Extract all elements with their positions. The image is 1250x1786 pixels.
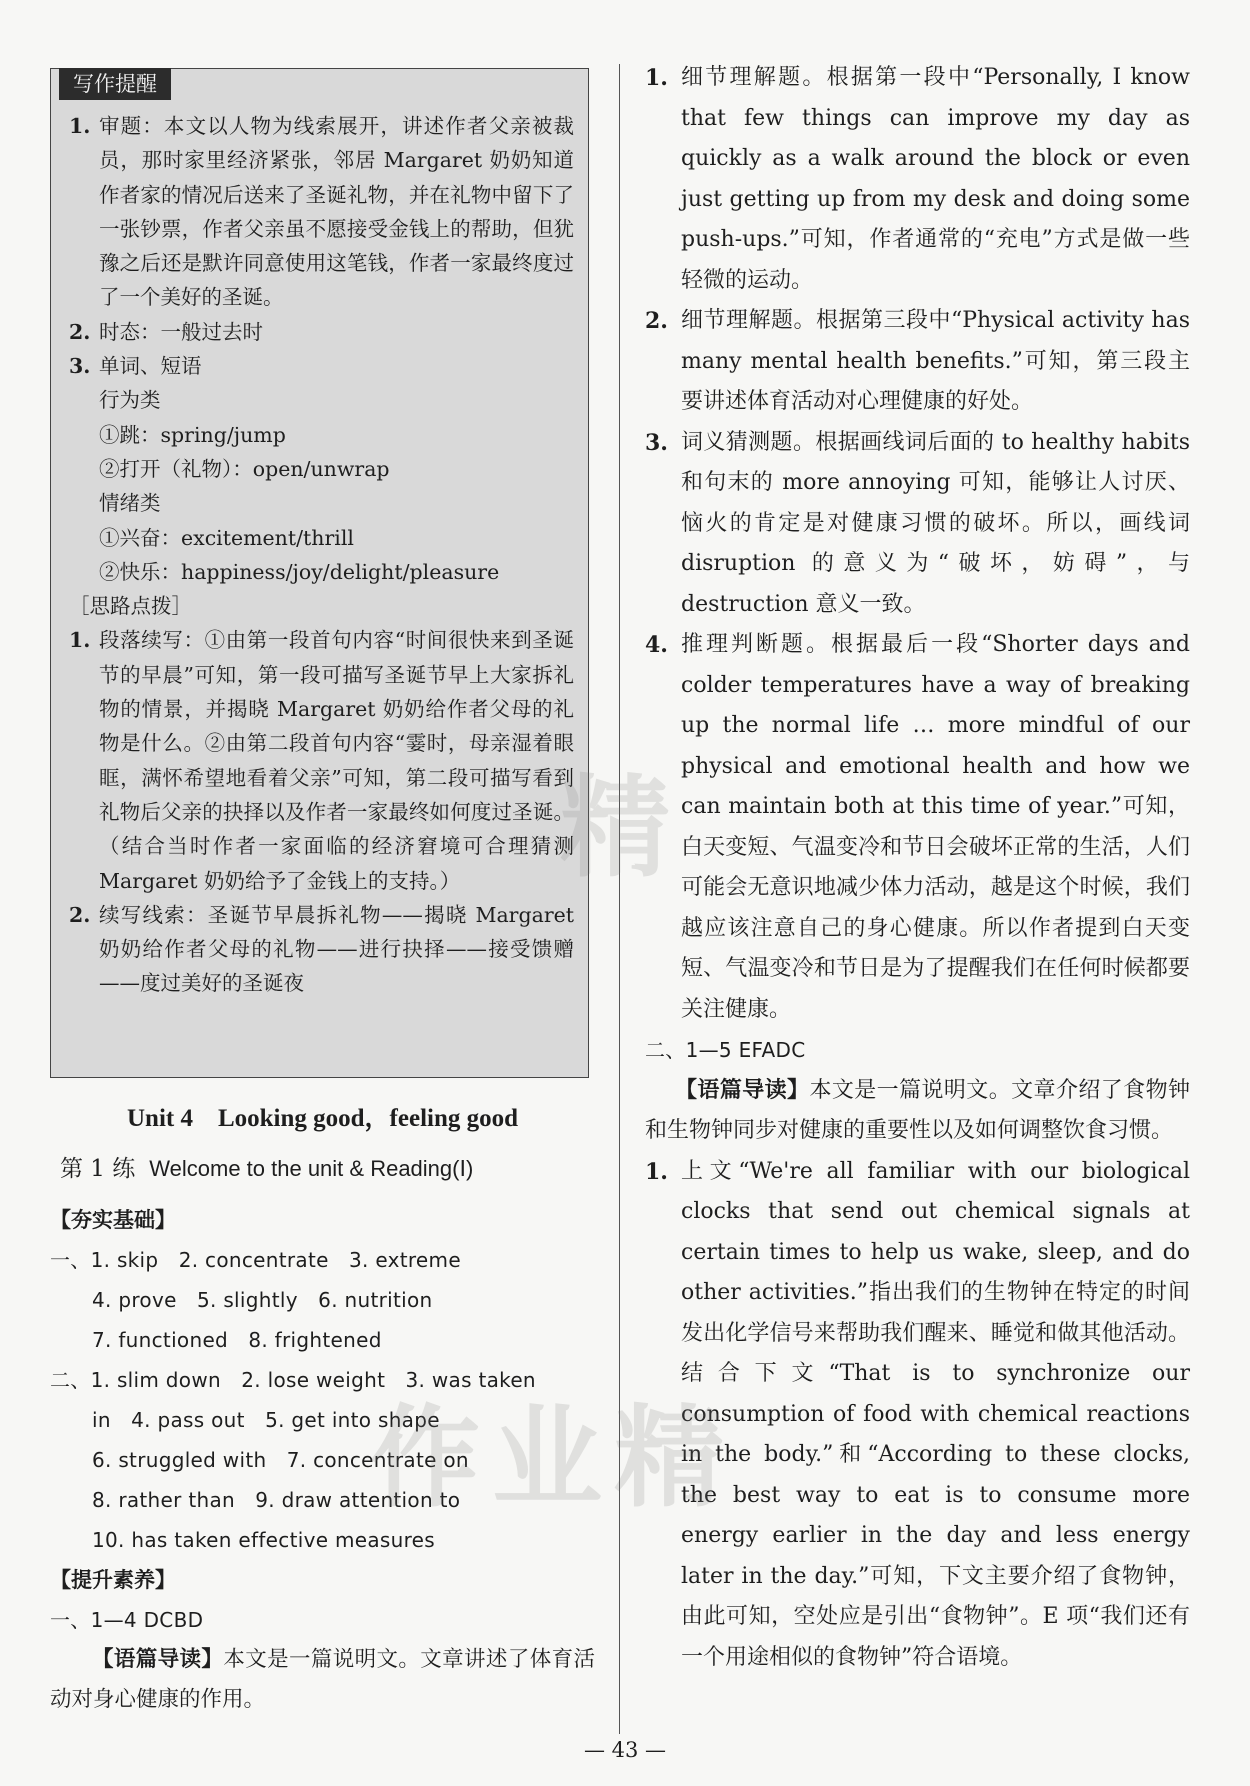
box-subline: ①跳：spring/jump bbox=[99, 422, 286, 447]
answer-row: 6. struggled with 7. concentrate on bbox=[92, 1448, 469, 1472]
tip-item: 2. 续写线索：圣诞节早晨拆礼物——揭晓 Margaret 奶奶给作者父母的礼物——进行抉择——接受馈赠——度过美好的圣诞夜 bbox=[69, 902, 574, 996]
box-subline: ②打开（礼物）：open/unwrap bbox=[99, 456, 390, 481]
answer-row: 10. has taken effective measures bbox=[92, 1528, 436, 1552]
unit-title: Unit 4 Looking good，feeling good bbox=[126, 1105, 519, 1132]
answer-row: 8. rather than 9. draw attention to bbox=[92, 1488, 461, 1512]
explanation-item: 3. 词义猜测题。根据画线词后面的 to healthy habits 和句末的 more annoying 可知，能够让人讨厌、恼火的肯定是对健康习惯的破坏。所以，画线词 disruption 的意义为“破坏，妨碍”，与 destruction 意义一致。 bbox=[645, 429, 1190, 617]
box-subline: 情绪类 bbox=[99, 491, 161, 516]
lesson-heading bbox=[60, 1150, 473, 1183]
section-heading: 【夯实基础】 bbox=[50, 1208, 176, 1232]
lesson-title: Welcome to the unit & Reading(Ⅰ) bbox=[149, 1156, 474, 1181]
right-body bbox=[645, 58, 1190, 1678]
answer-row: 7. functioned 8. frightened bbox=[92, 1328, 382, 1352]
answer-row: 4. prove 5. slightly 6. nutrition bbox=[92, 1288, 433, 1312]
tip-item: 1. 段落续写：①由第一段首句内容“时间很快来到圣诞节的早晨”可知，第一段可描写圣诞节早上大家拆礼物的情景，并揭晓 Margaret 奶奶给作者父母的礼物是什么。②由第二段首句内容“霎时，母亲湿着眼眶，满怀希望地看着父亲”可知，第二段可描写看到礼物后父亲的抉择以及作者一家最终如何度过圣诞。（结合当时作者一家面临的经济窘境可合理猜测 Margaret 奶奶给予了金钱上的支持。） bbox=[69, 628, 574, 893]
box-subline: 行为类 bbox=[99, 388, 161, 413]
tip-heading: ［思路点拨］ bbox=[69, 594, 192, 619]
column-divider bbox=[619, 64, 620, 1734]
box-item: 2. 时态：一般过去时 bbox=[69, 319, 263, 344]
section-heading: 【提升素养】 bbox=[50, 1568, 176, 1592]
reading-guide: 【语篇导读】本文是一篇说明文。文章讲述了体育活动对身心健康的作用。 bbox=[50, 1647, 595, 1712]
lesson-label: 第 1 练 bbox=[60, 1156, 136, 1182]
box-tag: 写作提醒 bbox=[59, 68, 171, 100]
answer-row: 二、1. slim down 2. lose weight 3. was taken bbox=[50, 1368, 536, 1392]
answer-row: in 4. pass out 5. get into shape bbox=[92, 1408, 440, 1432]
explanation-item: 1. 细节理解题。根据第一段中“Personally, I know that few things can improve my day as quickly as a walk around the block or even just getting up from my desk and doing some push-ups.”可知，作者通常的“充电”方式是做一些轻微的运动。 bbox=[645, 65, 1190, 293]
answer-row: 一、1—4 DCBD bbox=[50, 1608, 204, 1632]
box-body bbox=[69, 109, 574, 1001]
left-answers bbox=[50, 1200, 595, 1720]
page-number: — 43 — bbox=[583, 1738, 667, 1762]
watermark: 作业精 bbox=[370, 1394, 736, 1522]
box-item: 1. 审题：本文以人物为线索展开，讲述作者父亲被裁员，那时家里经济紧张，邻居 Margaret 奶奶知道作者家的情况后送来了圣诞礼物，并在礼物中留下了一张钞票，作者父亲虽不愿接受金钱上的帮助，但犹豫之后还是默许同意使用这笔钱，作者一家最终度过了一个美好的圣诞。 bbox=[69, 114, 574, 310]
box-subline: ①兴奋：excitement/thrill bbox=[99, 525, 354, 550]
answer-row: 一、1. skip 2. concentrate 3. extreme bbox=[50, 1248, 461, 1272]
writing-tips-box bbox=[50, 68, 589, 1078]
explanation-item: 2. 细节理解题。根据第三段中“Physical activity has many mental health benefits.”可知，第三段主要讲述体育活动对心理健康的好处。 bbox=[645, 308, 1190, 414]
box-item: 3. 单词、短语 bbox=[69, 354, 202, 379]
reading-guide: 【语篇导读】本文是一篇说明文。文章介绍了食物钟和生物钟同步对健康的重要性以及如何调整饮食习惯。 bbox=[645, 1077, 1190, 1143]
explanation-item: 4. 推理判断题。根据最后一段“Shorter days and colder temperatures have a way of breaking up the normal life … more mindful of our physical and emotional health and how we can maintain both at this time of year.”可知，白天变短、气温变冷和节日会破坏正常的生活，人们可能会无意识地减少体力活动，越是这个时候，我们越应该注意自己的身心健康。所以作者提到白天变短、气温变冷和节日是为了提醒我们在任何时候都要关注健康。 bbox=[645, 632, 1190, 1022]
explanation-item: 1. 上文“We're all familiar with our biological clocks that send out chemical signals at certain times to help us wake, sleep, and do other activities.”指出我们的生物钟在特定的时间发出化学信号来帮助我们醒来、睡觉和做其他活动。结合下文“That is to synchronize our consumption of food with chemical reactions in the body.”和“According to these clocks, the best way to eat is to consume more energy earlier in the day and less energy later in the day.”可知，下文主要介绍了食物钟，由此可知，空处应是引出“食物钟”。E 项“我们还有一个用途相似的食物钟”符合语境。 bbox=[645, 1158, 1190, 1670]
answer-row: 二、1—5 EFADC bbox=[645, 1038, 806, 1062]
watermark: 精 bbox=[560, 764, 682, 892]
box-subline: ②快乐：happiness/joy/delight/pleasure bbox=[99, 559, 500, 584]
